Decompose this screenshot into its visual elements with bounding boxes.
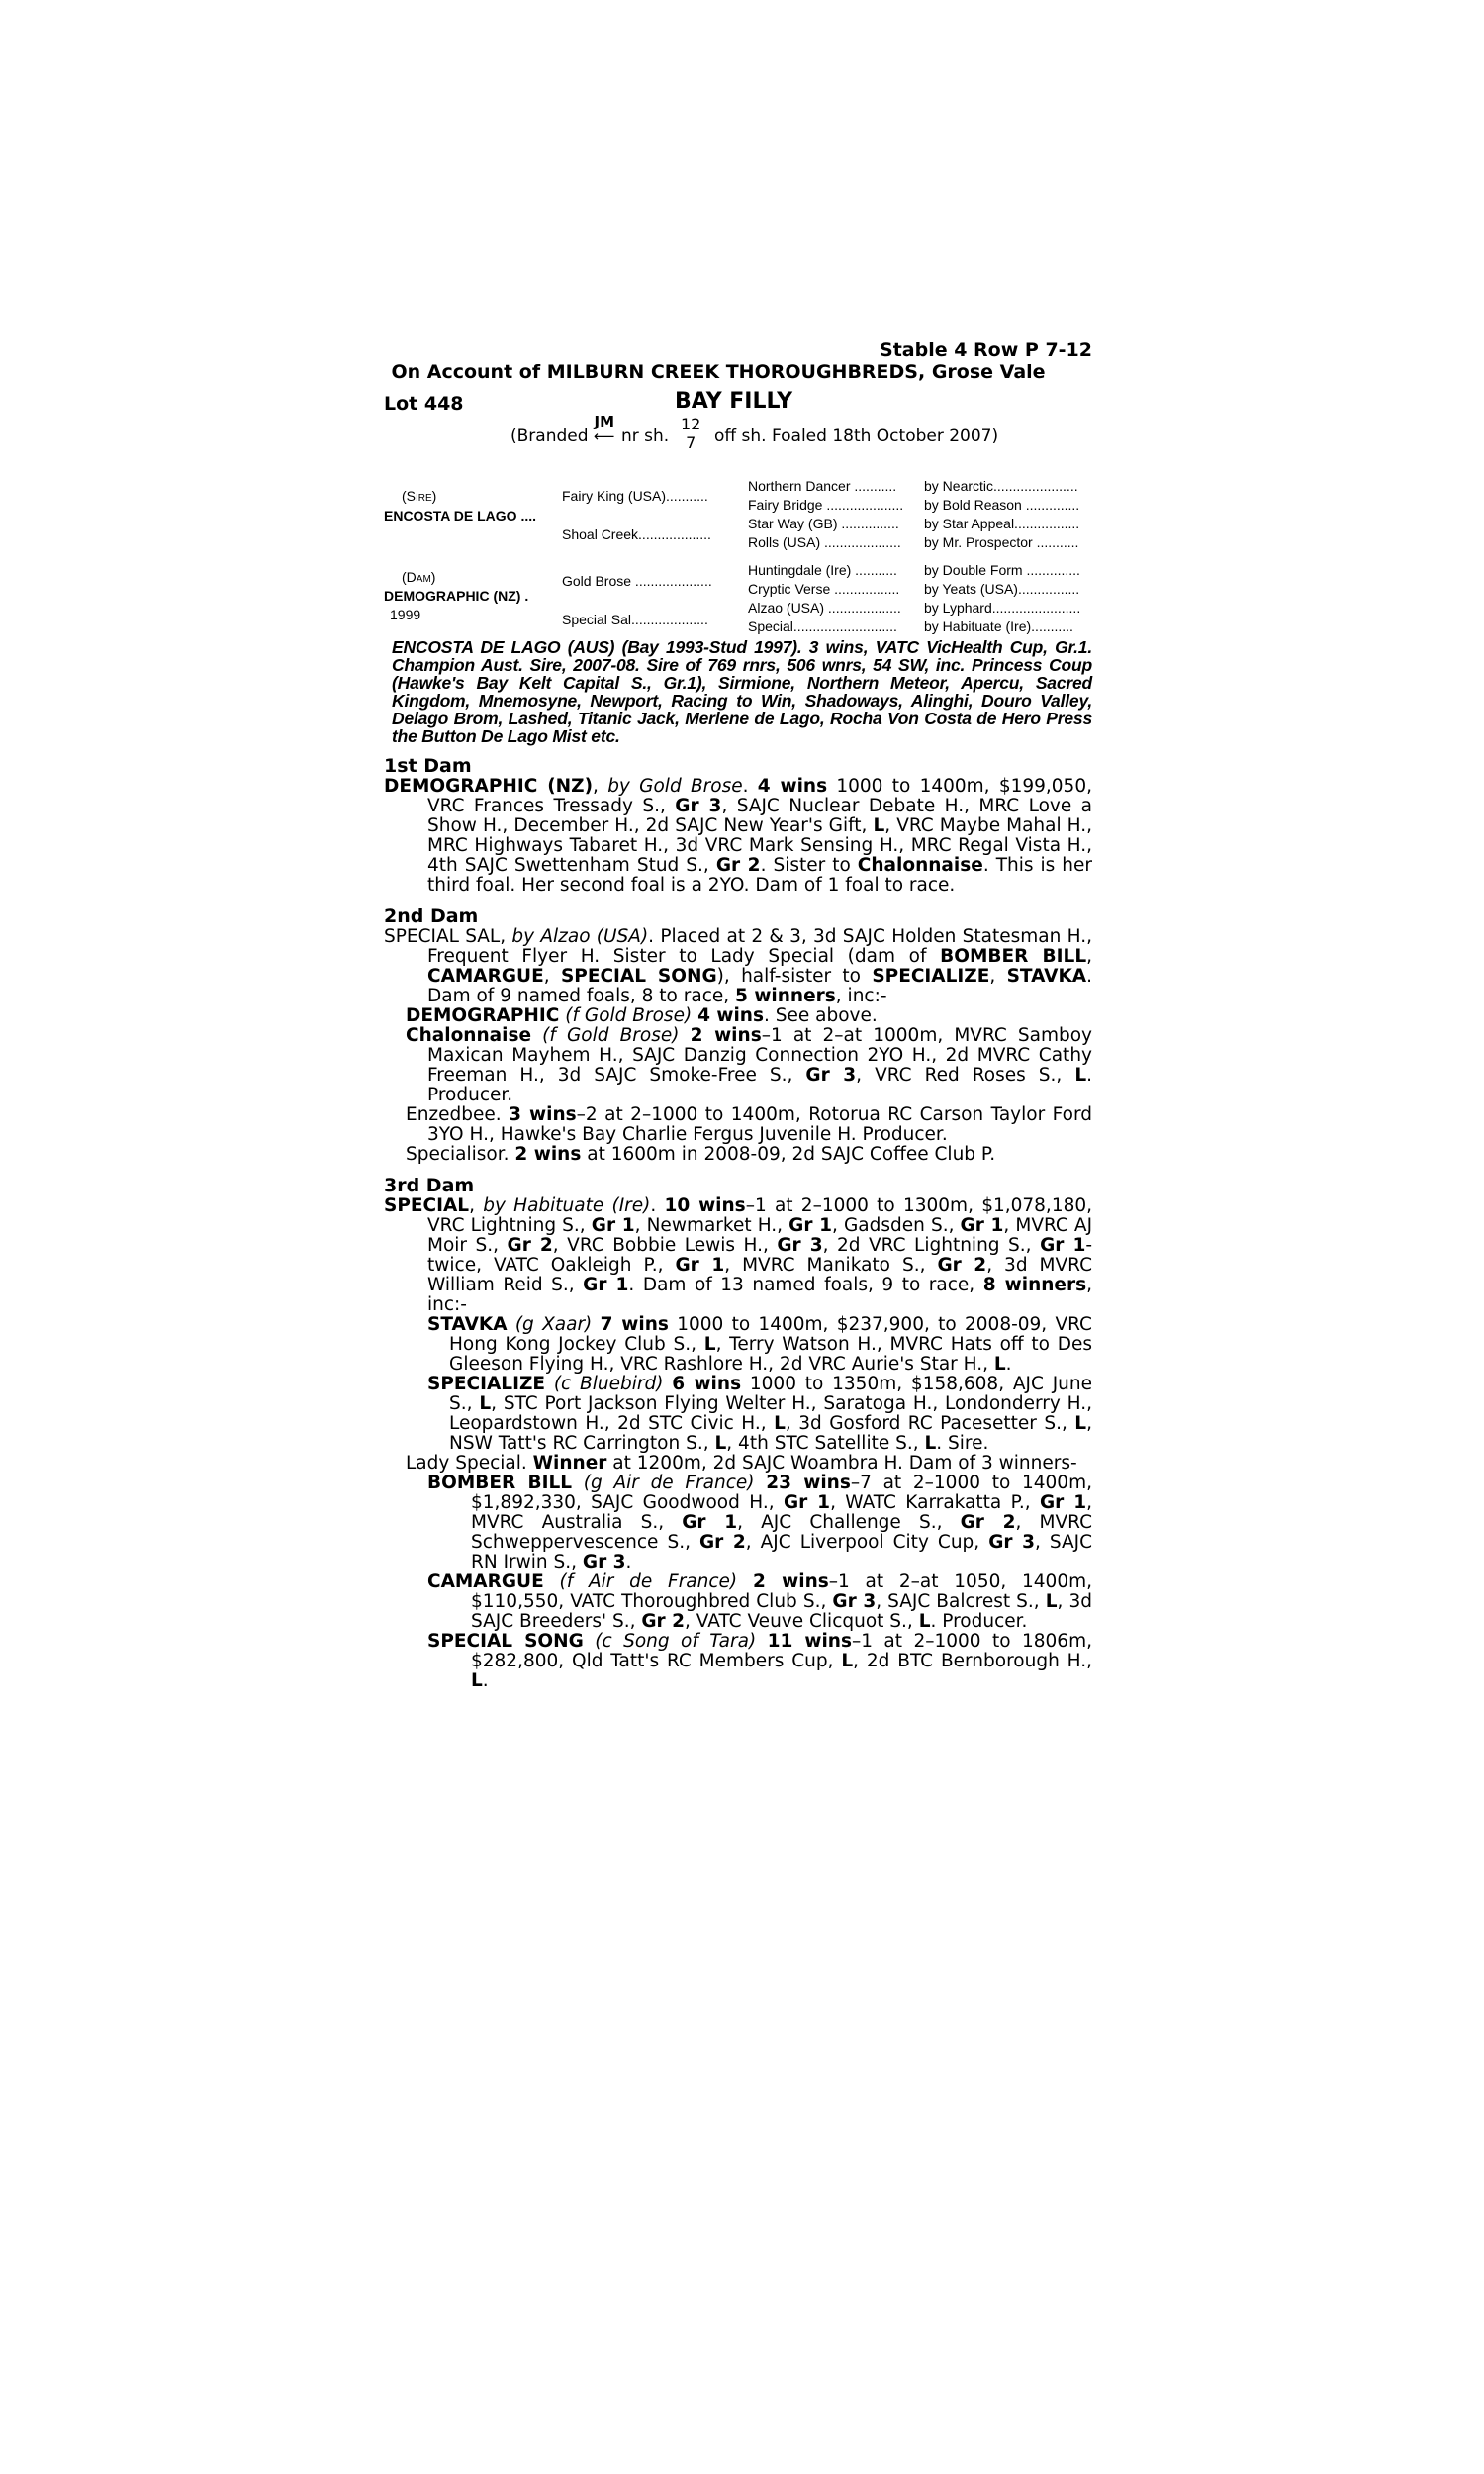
sire-tag: (Sire) — [402, 488, 437, 504]
brand-prefix: (Branded — [510, 427, 589, 446]
lot-row — [384, 389, 1092, 419]
pedigree-gen4: by Double Form .............. — [924, 562, 1080, 578]
pedigree-gen3: Special........................... — [748, 618, 897, 634]
stable-location: Stable 4 Row P 7-12 — [880, 339, 1092, 361]
pedigree-gen4: by Yeats (USA)................ — [924, 581, 1080, 597]
brand-arrow-icon: ⟵ — [594, 428, 615, 445]
brand-mark — [594, 413, 615, 445]
third-dam-section — [384, 1175, 1092, 1691]
pedigree-gen2: Shoal Creek................... — [562, 526, 711, 542]
pedigree-gen3: Alzao (USA) ................... — [748, 600, 901, 616]
brand-line — [384, 413, 1092, 464]
pedigree-gen3: Northern Dancer ........... — [748, 478, 897, 494]
progeny-entry: Enzedbee. 3 wins–2 at 2–1000 to 1400m, Rotorua RC Carson Taylor Ford 3YO H., Hawke's Bay Charlie Fergus Juvenile H. Producer. — [406, 1104, 1092, 1145]
second-dam-section — [384, 905, 1092, 1165]
sire-summary: ENCOSTA DE LAGO (AUS) (Bay 1993-Stud 1997). 3 wins, VATC VicHealth Cup, Gr.1. Champion Aust. Sire, 2007-08. Sire of 769 rnrs, 506 wnrs, 54 SW, inc. Princess Coup (Hawke's Bay Kelt Capital S., Gr.1), Sirmione, Northern Meteor, Apercu, Sacred Kingdom, Mnemosyne, Newport, Racing to Win, Shadoways, Alinghi, Douro Valley, Delago Brom, Lashed, Titanic Jack, Merlene de Lago, Rocha Von Costa de Hero Press the Button De Lago Mist etc. — [392, 637, 1092, 746]
pedigree-gen4: by Lyphard....................... — [924, 600, 1081, 616]
pedigree-gen4: by Habituate (Ire)........... — [924, 618, 1073, 634]
brand-letters: JM — [594, 413, 615, 430]
grand-progeny-entry: CAMARGUE (f Air de France) 2 wins–1 at 2–at 1050, 1400m, $110,550, VATC Thoroughbred Club S., Gr 3, SAJC Balcrest S., L, 3d SAJC Breeders' S., Gr 2, VATC Veuve Clicquot S., L. Producer. — [427, 1571, 1093, 1632]
brand-fraction — [681, 415, 700, 452]
brand-nr-shoulder: nr sh. — [621, 427, 670, 446]
pedigree-gen4: by Mr. Prospector ........... — [924, 534, 1079, 550]
progeny-entry: SPECIALIZE (c Bluebird) 6 wins 1000 to 1350m, $158,608, AJC June S., L, STC Port Jackson Flying Welter H., Saratoga H., Londonderry H., Leopardstown H., 2d STC Civic H., L, 3d Gosford RC Pacesetter S., L, NSW Tatt's RC Carrington S., L, 4th STC Satellite S., L. Sire. — [427, 1374, 1092, 1454]
first-dam-section — [384, 755, 1092, 896]
progeny-entry: Specialisor. 2 wins at 1600m in 2008-09, 2d SAJC Coffee Club P. — [406, 1144, 996, 1165]
pedigree-gen3: Rolls (USA) .................... — [748, 534, 901, 550]
vendor-account: On Account of MILBURN CREEK THOROUGHBREDS, Grose Vale — [391, 361, 1046, 383]
pedigree-gen3: Fairy Bridge .................... — [748, 497, 904, 513]
grand-progeny-entry: SPECIAL SONG (c Song of Tara) 11 wins–1 at 2–1000 to 1806m, $282,800, Qld Tatt's RC Members Cup, L, 2d BTC Bernborough H., L. — [427, 1631, 1092, 1691]
dam-name: DEMOGRAPHIC (NZ) . — [384, 588, 529, 604]
first-dam-heading: 1st Dam — [384, 755, 472, 777]
second-dam-heading: 2nd Dam — [384, 905, 479, 927]
grand-progeny-entry: BOMBER BILL (g Air de France) 23 wins–7 at 2–1000 to 1400m, $1,892,330, SAJC Goodwood H., Gr 1, WATC Karrakatta P., Gr 1, MVRC Australia S., Gr 1, AJC Challenge S., Gr 2, MVRC Schweppervescence S., Gr 2, AJC Liverpool City Cup, Gr 3, SAJC RN Irwin S., Gr 3. — [427, 1473, 1092, 1572]
first-dam-entry: DEMOGRAPHIC (NZ), by Gold Brose. 4 wins 1000 to 1400m, $199,050, VRC Frances Tressady S., Gr 3, SAJC Nuclear Debate H., MRC Love a Show H., December H., 2d SAJC New Year's Gift, L, VRC Maybe Mahal H., MRC Highways Tabaret H., 3d VRC Mark Sensing H., MRC Regal Vista H., 4th SAJC Swettenham Stud S., Gr 2. Sister to Chalonnaise. This is her third foal. Her second foal is a 2YO. Dam of 1 foal to race. — [384, 776, 1093, 896]
pedigree-gen3: Cryptic Verse ................. — [748, 581, 900, 597]
dam-tag: (Dam) — [402, 569, 436, 585]
lot-number: Lot 448 — [384, 393, 464, 415]
brand-denominator: 7 — [686, 433, 696, 452]
pedigree-gen4: by Nearctic...................... — [924, 478, 1078, 494]
dam-year: 1999 — [390, 607, 421, 622]
brand-suffix: off sh. Foaled 18th October 2007) — [714, 427, 999, 446]
pedigree-gen3: Star Way (GB) ............... — [748, 516, 899, 531]
dam-name: DEMOGRAPHIC (NZ) — [384, 776, 594, 797]
progeny-entry: Lady Special. Winner at 1200m, 2d SAJC Woambra H. Dam of 3 winners- — [406, 1453, 1077, 1474]
pedigree-gen4: by Star Appeal................. — [924, 516, 1080, 531]
pedigree-gen2: Fairy King (USA)........... — [562, 488, 708, 504]
progeny-entry: DEMOGRAPHIC (f Gold Brose) 4 wins. See above. — [406, 1005, 878, 1026]
catalogue-page — [384, 339, 1092, 1691]
third-dam-heading: 3rd Dam — [384, 1175, 475, 1196]
pedigree-gen2: Gold Brose .................... — [562, 573, 712, 589]
sire-name: ENCOSTA DE LAGO .... — [384, 508, 537, 523]
horse-description: BAY FILLY — [675, 389, 793, 414]
third-dam-entry: SPECIAL, by Habituate (Ire). 10 wins–1 at 2–1000 to 1300m, $1,078,180, VRC Lightning S., Gr 1, Newmarket H., Gr 1, Gadsden S., Gr 1, MVRC AJ Moir S., Gr 2, VRC Bobbie Lewis H., Gr 3, 2d VRC Lightning S., Gr 1-twice, VATC Oakleigh P., Gr 1, MVRC Manikato S., Gr 2, 3d MVRC William Reid S., Gr 1. Dam of 13 named foals, 9 to race, 8 winners, inc:- — [384, 1195, 1093, 1315]
pedigree-gen3: Huntingdale (Ire) ........... — [748, 562, 897, 578]
brand-numerator: 12 — [681, 415, 701, 433]
sire-of-dam: by Gold Brose — [607, 776, 743, 797]
pedigree-table — [384, 464, 1092, 634]
pedigree-gen4: by Bold Reason .............. — [924, 497, 1080, 513]
progeny-entry: Chalonnaise (f Gold Brose) 2 wins–1 at 2–at 1000m, MVRC Samboy Maxican Mayhem H., SAJC Danzig Connection 2YO H., 2d MVRC Cathy Freeman H., 3d SAJC Smoke-Free S., Gr 3, VRC Red Roses S., L. Producer. — [406, 1025, 1092, 1105]
progeny-entry: STAVKA (g Xaar) 7 wins 1000 to 1400m, $237,900, to 2008-09, VRC Hong Kong Jockey Club S., L, Terry Watson H., MVRC Hats off to Des Gleeson Flying H., VRC Rashlore H., 2d VRC Aurie's Star H., L. — [427, 1314, 1092, 1375]
second-dam-entry: SPECIAL SAL, by Alzao (USA). Placed at 2 & 3, 3d SAJC Holden Statesman H., Frequent Flyer H. Sister to Lady Special (dam of BOMBER BILL, CAMARGUE, SPECIAL SONG), half-sister to SPECIALIZE, STAVKA. Dam of 9 named foals, 8 to race, 5 winners, inc:- — [384, 926, 1093, 1006]
pedigree-gen2: Special Sal.................... — [562, 612, 708, 627]
